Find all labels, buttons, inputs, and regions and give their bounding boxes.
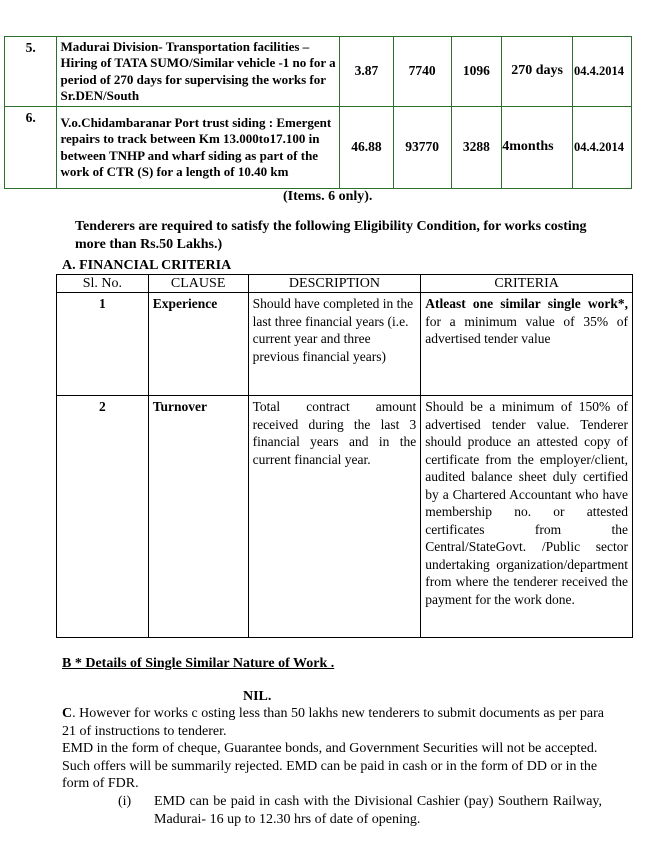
criteria-rest: for a minimum value of 35% of advertised tender value	[425, 313, 628, 346]
list-marker: (i)	[118, 794, 132, 809]
row-number: 6.	[5, 107, 57, 189]
sl-number: 1	[57, 293, 149, 396]
criteria	[421, 396, 633, 638]
work-emd: 7740	[393, 37, 451, 107]
section-c-text: . However for works c osting less than 50 lakhs new tenderers to submit documents as per para 21 of instructions to tenderer.	[62, 706, 604, 739]
header-description: DESCRIPTION	[248, 275, 421, 293]
table-row	[5, 107, 632, 189]
section-c-label: C	[62, 706, 73, 721]
nil-text: NIL.	[243, 689, 272, 704]
table-row	[57, 293, 633, 396]
sl-number: 2	[57, 396, 149, 638]
table-header-row	[57, 275, 633, 293]
row-number: 5.	[5, 37, 57, 107]
header-sl-no: Sl. No.	[57, 275, 149, 293]
work-value: 46.88	[340, 107, 394, 189]
work-period: 270 days	[502, 37, 573, 107]
financial-criteria-heading: A. FINANCIAL CRITERIA	[62, 258, 232, 273]
criteria-table	[56, 274, 633, 638]
table-row	[5, 37, 632, 107]
description: Total contract amount received during the last 3 financial years and in the current financial year.	[248, 396, 421, 638]
work-cost: 3288	[451, 107, 502, 189]
items-note: (Items. 6 only).	[283, 189, 373, 204]
work-emd: 93770	[393, 107, 451, 189]
work-description: Madurai Division- Transportation facilities – Hiring of TATA SUMO/Similar vehicle -1 no for a period of 270 days for supervising the works for Sr.DEN/South	[57, 37, 340, 107]
work-description: V.o.Chidambaranar Port trust siding : Emergent repairs to track between Km 13.000to17.100 in between TNHP and wharf siding as part of the work of CTR (S) for a length of 10.40 km	[57, 107, 340, 189]
work-date: 04.4.2014	[573, 37, 632, 107]
header-criteria: CRITERIA	[421, 275, 633, 293]
description: Should have completed in the last three financial years (i.e. current year and three previous financial years)	[248, 293, 421, 396]
clause: Turnover	[148, 396, 248, 638]
emd-paragraph: EMD in the form of cheque, Guarantee bonds, and Government Securities will not be accepted. Such offers will be summarily rejected. EMD can be paid in cash or in the form of DD or in the form of FDR.	[62, 741, 598, 791]
criteria	[421, 293, 633, 396]
table-row	[57, 396, 633, 638]
section-b-heading: B * Details of Single Similar Nature of Work .	[62, 656, 335, 671]
section-c-paragraph	[62, 705, 612, 740]
clause: Experience	[148, 293, 248, 396]
work-value: 3.87	[340, 37, 394, 107]
list-item-text: EMD can be paid in cash with the Divisional Cashier (pay) Southern Railway, Madurai- 16 up to 12.30 hrs of date of opening.	[154, 794, 602, 827]
criteria-rest: Should be a minimum of 150% of advertised tender value. Tenderer should produce an attested copy of certificate from the employer/client, audited balance sheet duly certified by a Chartered Accountant who have membership no. or attested certificates from the Central/StateGovt. /Public sector undertaking organization/department from where the tenderer received the payment for the work done.	[425, 399, 628, 607]
header-clause: CLAUSE	[148, 275, 248, 293]
work-cost: 1096	[451, 37, 502, 107]
work-period: 4months	[502, 107, 573, 189]
works-table	[4, 36, 632, 189]
work-date: 04.4.2014	[573, 107, 632, 189]
criteria-bold: Atleast one similar single work*,	[425, 296, 628, 311]
eligibility-intro: Tenderers are required to satisfy the following Eligibility Condition, for works costing more than Rs.50 Lakhs.)	[75, 219, 587, 252]
